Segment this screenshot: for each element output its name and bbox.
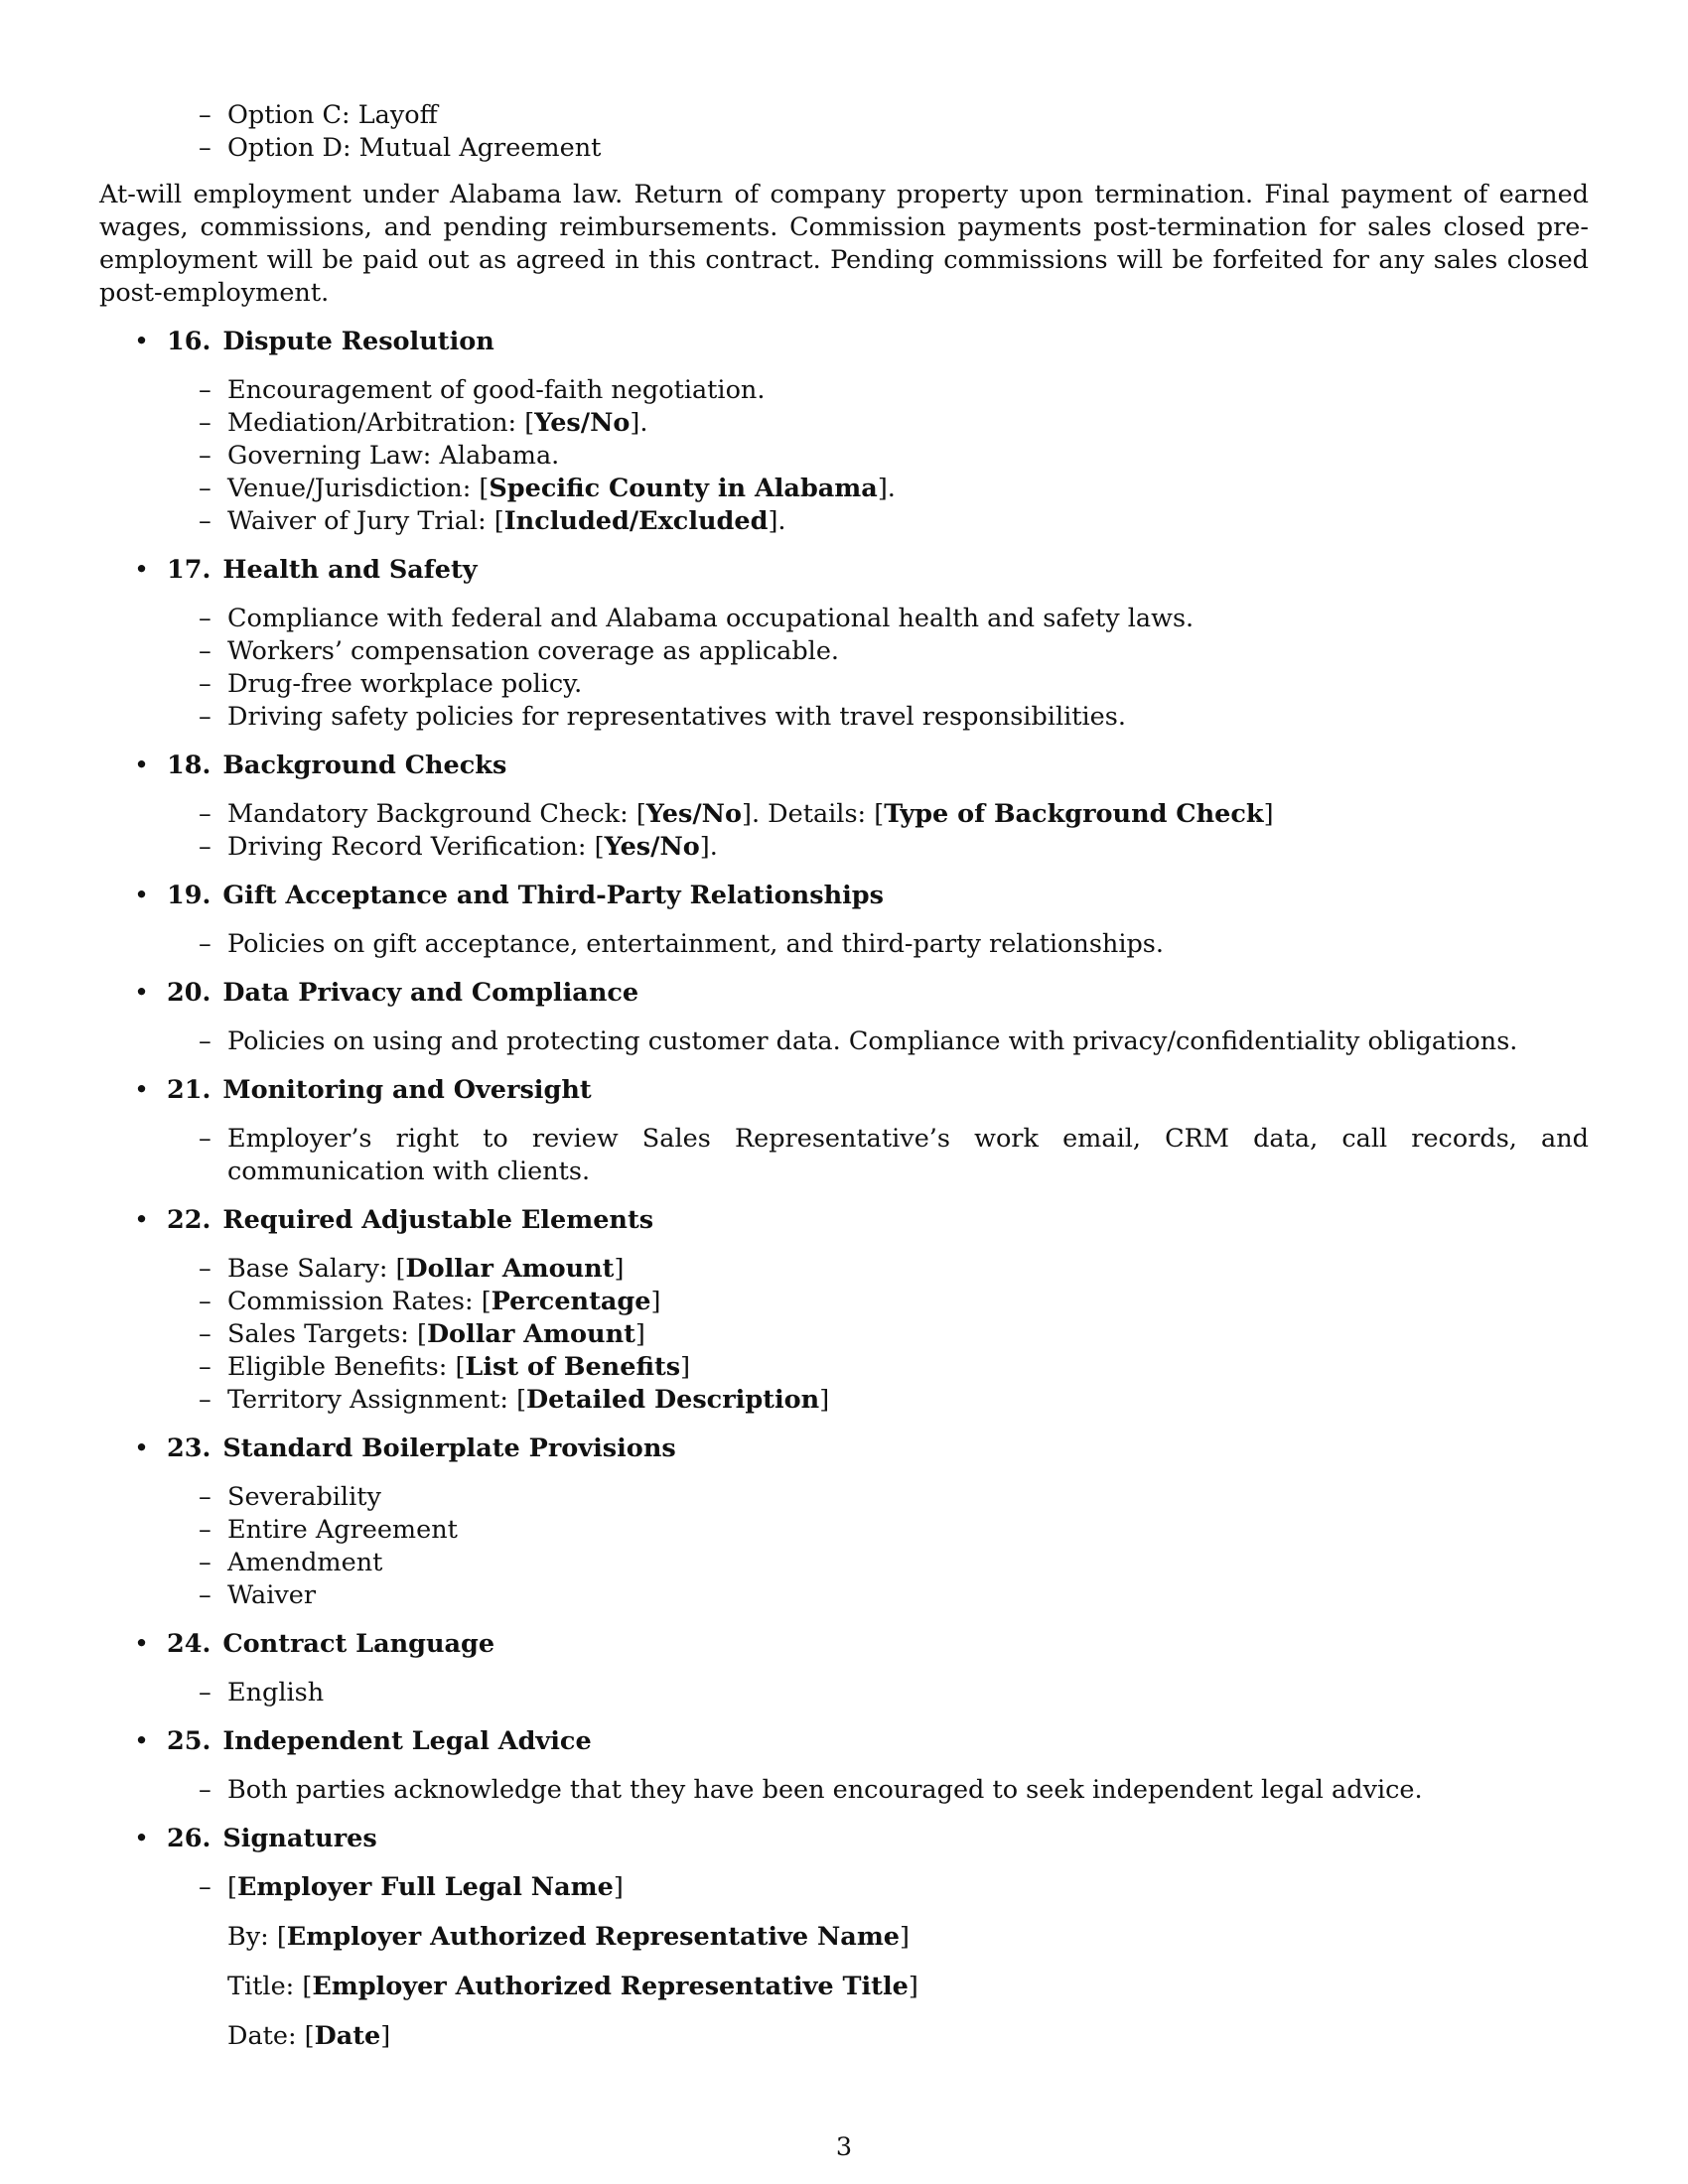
- section-heading: [99, 1725, 1589, 1758]
- section-title: Contract Language: [222, 1629, 495, 1659]
- section-contract-language: [99, 1628, 1589, 1709]
- list-item: – Option D: Mutual Agreement: [227, 132, 1589, 165]
- item-text: Sales Targets: [: [227, 1319, 427, 1349]
- item-text: ]: [613, 1872, 624, 1902]
- section-number: 25.: [167, 1726, 211, 1756]
- sub-list: [99, 1253, 1589, 1417]
- list-item: – Workers’ compensation coverage as applicable.: [227, 635, 1589, 668]
- list-item: – Compliance with federal and Alabama occupational health and safety laws.: [227, 603, 1589, 635]
- section-number: 22.: [167, 1205, 211, 1235]
- section-heading: [99, 977, 1589, 1010]
- section-number: 20.: [167, 978, 211, 1008]
- item-text: ].: [768, 506, 786, 536]
- item-text: Driving Record Verification: [: [227, 832, 605, 862]
- bullet-icon: •: [134, 751, 150, 780]
- item-text: ]: [634, 1319, 645, 1349]
- item-text: Venue/Jurisdiction: [: [227, 474, 490, 503]
- placeholder-field: Detailed Description: [526, 1385, 820, 1415]
- sub-list: [99, 374, 1589, 538]
- section-monitoring: [99, 1074, 1589, 1188]
- bullet-icon: •: [134, 1726, 150, 1756]
- section-number: 19.: [167, 881, 211, 910]
- section-number: 18.: [167, 751, 211, 780]
- placeholder-field: Included/Excluded: [503, 506, 769, 536]
- section-heading: [99, 1204, 1589, 1237]
- item-text: ]: [650, 1287, 661, 1316]
- placeholder-field: Yes/No: [604, 832, 700, 862]
- sub-list: [99, 928, 1589, 961]
- bullet-icon: •: [134, 978, 150, 1008]
- termination-paragraph: At-will employment under Alabama law. Return of company property upon termination. Final payment of earned wages, commissions, and pending reimbursements. Commission payments post-termination for sales closed pre-employment will be paid out as agreed in this contract. Pending commissions will be forfeited for any sales closed post-employment.: [99, 180, 1589, 308]
- section-number: 21.: [167, 1075, 211, 1105]
- bullet-icon: •: [134, 555, 150, 585]
- list-item: – English: [227, 1677, 1589, 1709]
- list-item: [227, 505, 1589, 538]
- list-item: – Driving safety policies for representatives with travel responsibilities.: [227, 701, 1589, 734]
- bullet-icon: •: [134, 1433, 150, 1463]
- list-item: – Drug-free workplace policy.: [227, 668, 1589, 701]
- section-heading: [99, 1074, 1589, 1107]
- bullet-icon: •: [134, 1824, 150, 1853]
- section-number: 26.: [167, 1824, 211, 1853]
- section-heading: [99, 750, 1589, 782]
- placeholder-field: Dollar Amount: [426, 1319, 635, 1349]
- section-heading: [99, 1433, 1589, 1465]
- section-heading: [99, 326, 1589, 358]
- list-item: [227, 1318, 1589, 1351]
- placeholder-field: Employer Authorized Representative Name: [286, 1922, 901, 1952]
- sub-list: [99, 798, 1589, 864]
- placeholder-field: List of Benefits: [465, 1352, 681, 1382]
- section-title: Health and Safety: [222, 555, 478, 585]
- section-heading: [99, 554, 1589, 587]
- section-heading: [99, 880, 1589, 912]
- section-data-privacy: [99, 977, 1589, 1058]
- list-item: [227, 1286, 1589, 1318]
- item-text: Title: [: [227, 1972, 313, 2001]
- item-text: By: [: [227, 1922, 287, 1952]
- sub-list: [99, 1871, 1589, 1904]
- employer-name-line: [227, 1871, 1589, 1904]
- placeholder-field: Employer Full Legal Name: [236, 1872, 614, 1902]
- item-text: ]: [819, 1385, 830, 1415]
- item-text: ]: [1263, 799, 1274, 829]
- list-item: [227, 1253, 1589, 1286]
- section-title: Monitoring and Oversight: [222, 1075, 592, 1105]
- list-item: – Option C: Layoff: [227, 99, 1589, 132]
- section-title: Standard Boilerplate Provisions: [222, 1433, 676, 1463]
- sub-list: [99, 1774, 1589, 1807]
- list-item: – Entire Agreement: [227, 1514, 1589, 1547]
- section-legal-advice: [99, 1725, 1589, 1807]
- sub-list: [99, 1677, 1589, 1709]
- bullet-icon: •: [134, 1075, 150, 1105]
- placeholder-field: Employer Authorized Representative Title: [312, 1972, 909, 2001]
- page-number: 3: [835, 2132, 853, 2162]
- item-text: ]: [680, 1352, 691, 1382]
- section-number: 23.: [167, 1433, 211, 1463]
- list-item: – Employer’s right to review Sales Representative’s work email, CRM data, call records, and communication with clients.: [227, 1123, 1589, 1188]
- placeholder-field: Yes/No: [534, 408, 631, 438]
- item-text: Mandatory Background Check: [: [227, 799, 646, 829]
- section-title: Data Privacy and Compliance: [222, 978, 639, 1008]
- bullet-icon: •: [134, 327, 150, 356]
- placeholder-field: Type of Background Check: [884, 799, 1264, 829]
- list-item: [227, 473, 1589, 505]
- section-title: Signatures: [222, 1824, 377, 1853]
- item-text: ].: [877, 474, 896, 503]
- placeholder-field: Dollar Amount: [405, 1254, 615, 1284]
- item-text: Territory Assignment: [: [227, 1385, 527, 1415]
- section-number: 17.: [167, 555, 211, 585]
- item-text: ].: [630, 408, 648, 438]
- section-heading: [99, 1823, 1589, 1855]
- item-text: Mediation/Arbitration: [: [227, 408, 535, 438]
- sub-list: [99, 603, 1589, 734]
- placeholder-field: Percentage: [491, 1287, 651, 1316]
- item-text: Date: [: [227, 2021, 315, 2051]
- list-item: – Policies on gift acceptance, entertainment, and third-party relationships.: [227, 928, 1589, 961]
- section-title: Independent Legal Advice: [222, 1726, 592, 1756]
- list-item: [227, 407, 1589, 440]
- item-text: Eligible Benefits: [: [227, 1352, 466, 1382]
- item-text: ]: [380, 2021, 391, 2051]
- list-item: – Governing Law: Alabama.: [227, 440, 1589, 473]
- signature-title-line: [99, 1971, 1589, 2003]
- termination-options-list: [99, 99, 1589, 165]
- item-text: ]: [900, 1922, 910, 1952]
- item-text: Waiver of Jury Trial: [: [227, 506, 504, 536]
- list-item: – Policies on using and protecting customer data. Compliance with privacy/confidentiality obligations.: [227, 1025, 1589, 1058]
- section-heading: [99, 1628, 1589, 1661]
- list-item: – Encouragement of good-faith negotiation.: [227, 374, 1589, 407]
- bullet-icon: •: [134, 1205, 150, 1235]
- list-item: – Severability: [227, 1481, 1589, 1514]
- sub-list: [99, 1123, 1589, 1188]
- section-number: 16.: [167, 327, 211, 356]
- item-text: ].: [699, 832, 718, 862]
- item-text: ]: [908, 1972, 918, 2001]
- section-health-safety: [99, 554, 1589, 734]
- section-dispute-resolution: [99, 326, 1589, 538]
- section-title: Background Checks: [222, 751, 507, 780]
- item-text: Commission Rates: [: [227, 1287, 492, 1316]
- section-title: Required Adjustable Elements: [222, 1205, 654, 1235]
- list-item: [227, 798, 1589, 831]
- section-title: Gift Acceptance and Third-Party Relationships: [222, 881, 884, 910]
- bullet-icon: •: [134, 881, 150, 910]
- sub-list: [99, 1025, 1589, 1058]
- section-gift-acceptance: [99, 880, 1589, 961]
- item-text: Base Salary: [: [227, 1254, 406, 1284]
- signature-by-line: [99, 1921, 1589, 1954]
- item-text: [: [227, 1872, 237, 1902]
- section-number: 24.: [167, 1629, 211, 1659]
- section-background-checks: [99, 750, 1589, 864]
- list-item: – Waiver: [227, 1579, 1589, 1612]
- placeholder-field: Yes/No: [645, 799, 742, 829]
- section-title: Dispute Resolution: [222, 327, 494, 356]
- sub-list: [99, 1481, 1589, 1612]
- list-item: [227, 831, 1589, 864]
- list-item: – Amendment: [227, 1547, 1589, 1579]
- placeholder-field: Date: [314, 2021, 381, 2051]
- document-page: [99, 99, 1589, 2053]
- section-boilerplate: [99, 1433, 1589, 1612]
- list-item: [227, 1351, 1589, 1384]
- item-text: ]. Details: [: [742, 799, 885, 829]
- signature-date-line: [99, 2020, 1589, 2053]
- list-item: – Both parties acknowledge that they have been encouraged to seek independent legal advice.: [227, 1774, 1589, 1807]
- section-signatures: [99, 1823, 1589, 2053]
- section-adjustable-elements: [99, 1204, 1589, 1417]
- bullet-icon: •: [134, 1629, 150, 1659]
- item-text: ]: [614, 1254, 625, 1284]
- list-item: [227, 1384, 1589, 1417]
- placeholder-field: Specific County in Alabama: [489, 474, 878, 503]
